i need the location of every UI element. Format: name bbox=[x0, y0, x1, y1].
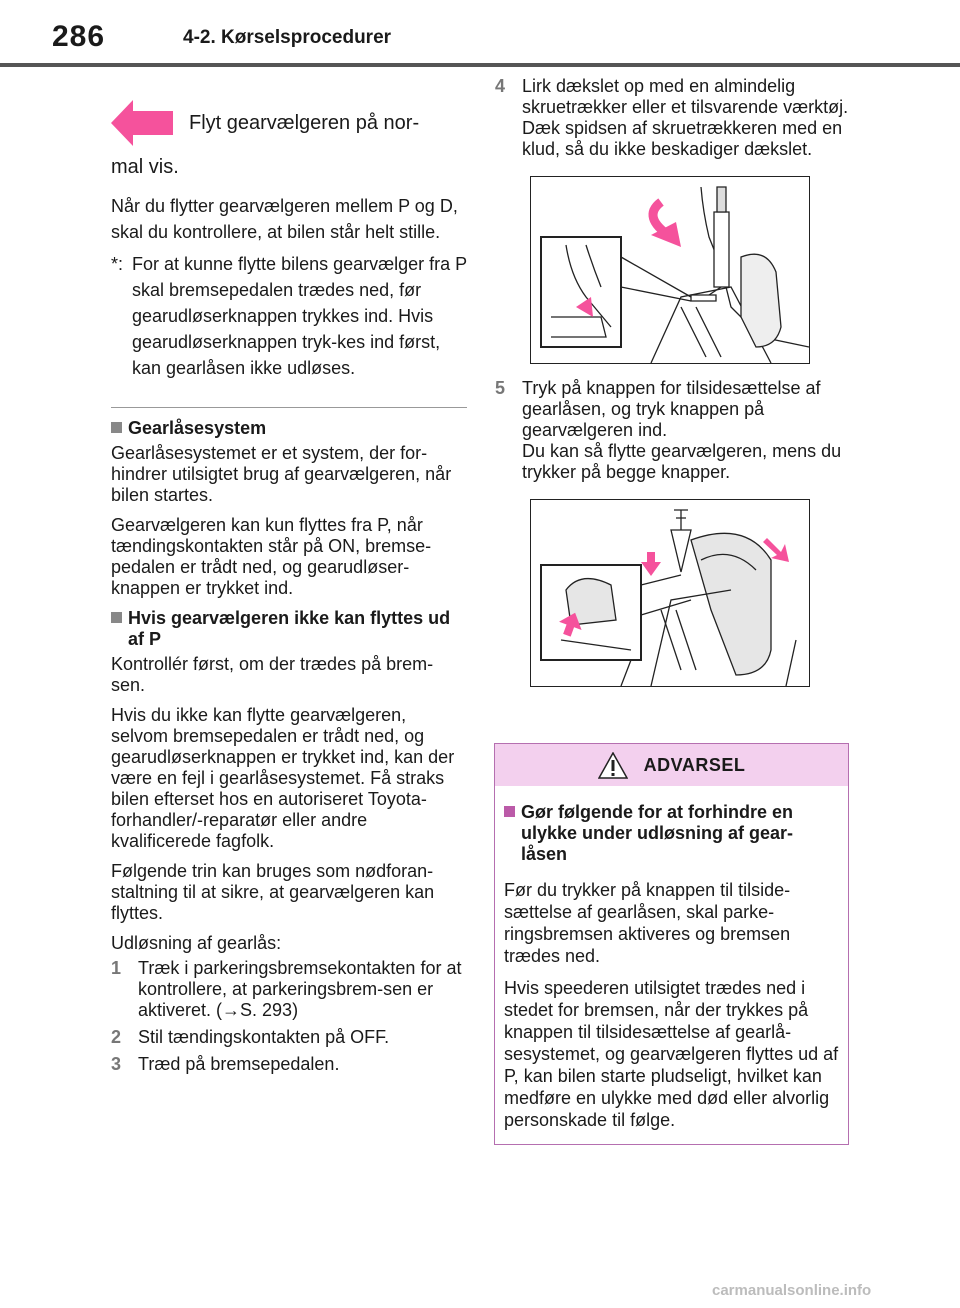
section-heading-cannot-shift: Hvis gearvælgeren ikke kan flyttes ud af P bbox=[111, 608, 467, 650]
page-number: 286 bbox=[52, 20, 106, 53]
square-bullet-icon bbox=[111, 612, 122, 623]
section-divider bbox=[111, 407, 467, 408]
paragraph: Hvis du ikke kan flytte gearvælgeren, selvom bremsepedalen er trådt ned, og gearudløserknappen er trykket ind, kan der være en fejl i gearlåsesystemet. Få straks bilen efterset hos en autoriseret Toyota-forhandler/-reparatør eller andre kvalificerede fagfolk. bbox=[111, 705, 455, 851]
paragraph: Kontrollér først, om der trædes på brem-sen. bbox=[111, 654, 434, 695]
screwdriver-illustration bbox=[531, 177, 809, 363]
figure-release-button bbox=[530, 499, 810, 687]
watermark: carmanualsonline.info bbox=[712, 1282, 872, 1299]
footnote-marker: *: bbox=[111, 254, 124, 274]
square-bullet-icon bbox=[504, 806, 515, 817]
left-column bbox=[111, 98, 467, 1081]
step-item: 4 Lirk dækslet op med en almindelig skruetrækker eller et tilsvarende værktøj. Dæk spidsen af skruetrækkeren med en klud, så du ikke beskadiger dækslet. bbox=[495, 76, 849, 159]
arrow-instruction bbox=[111, 98, 467, 148]
intro-paragraph: Når du flytter gearvælgeren mellem P og D, skal du kontrollere, at bilen står helt stille. bbox=[111, 196, 458, 242]
paragraph: Gearlåsesystemet er et system, der for-hindrer utilsigtet brug af gearvælgeren, når bilen startes. bbox=[111, 443, 452, 505]
warning-body bbox=[495, 786, 848, 1131]
warning-header bbox=[495, 744, 848, 786]
footnote-text: For at kunne flytte bilens gearvælger fra P skal bremsepedalen trædes ned, før gearudløserknappen trykkes ind. Hvis gearudløserknappen tryk-kes ind først, kan gearlåsen ikke udløses. bbox=[132, 254, 467, 378]
arrow-text: Flyt gearvælgeren på nor- bbox=[189, 111, 420, 134]
paragraph: Udløsning af gearlås: bbox=[111, 933, 282, 953]
step-item: 1 Træk i parkeringsbremsekontakten for at kontrollere, at parkeringsbrem-sen er aktiveret. (→S. 293) bbox=[111, 958, 462, 1020]
square-bullet-icon bbox=[111, 422, 122, 433]
step-item: 2 Stil tændingskontakten på OFF. bbox=[111, 1027, 390, 1047]
step-item: 3 Træd på bremsepedalen. bbox=[111, 1054, 340, 1074]
warning-paragraph: Før du trykker på knappen til tilside-sættelse af gearlåsen, skal parke-ringsbremsen aktiveres og bremsen trædes ned. bbox=[504, 880, 791, 966]
header-rule bbox=[0, 63, 960, 67]
figure-pry-cover bbox=[530, 176, 810, 364]
warning-title: ADVARSEL bbox=[643, 754, 746, 775]
arrow-text-continued: mal vis. bbox=[111, 156, 179, 178]
paragraph: Gearvælgeren kan kun flyttes fra P, når tændingskontakten står på ON, bremse-pedalen er trådt ned, og gearudløser-knappen er trykket ind. bbox=[111, 515, 432, 598]
warning-paragraph: Hvis speederen utilsigtet trædes ned i stedet for bremsen, når der trykkes på knappen til tilsidesættelse af gearlå-sesystemet, og gearvælgeren flyttes ud af P, kan bilen starte pludseligt, hvilket kan medføre en ulykke med død eller alvorlig personskade til følge. bbox=[504, 978, 839, 1130]
warning-heading: Gør følgende for at forhindre en ulykke under udløsning af gear-låsen bbox=[504, 802, 839, 865]
footnote bbox=[111, 251, 467, 381]
paragraph: Følgende trin kan bruges som nødforan-staltning til at sikre, at gearvælgeren kan flyttes. bbox=[111, 861, 435, 923]
warning-box bbox=[494, 743, 849, 1145]
section-heading-gearlock: Gearlåsesystem bbox=[111, 418, 467, 439]
shift-release-illustration bbox=[531, 500, 809, 686]
left-arrow-icon bbox=[111, 100, 173, 146]
section-title: 4-2. Kørselsprocedurer bbox=[183, 27, 392, 48]
step-item: 5 Tryk på knappen for tilsidesættelse af gearlåsen, og tryk knappen på gearvælgeren ind. Du kan så flytte gearvælgeren, mens du trykker på begge knapper. bbox=[495, 378, 842, 482]
right-column bbox=[495, 76, 850, 701]
warning-triangle-icon bbox=[598, 752, 628, 779]
